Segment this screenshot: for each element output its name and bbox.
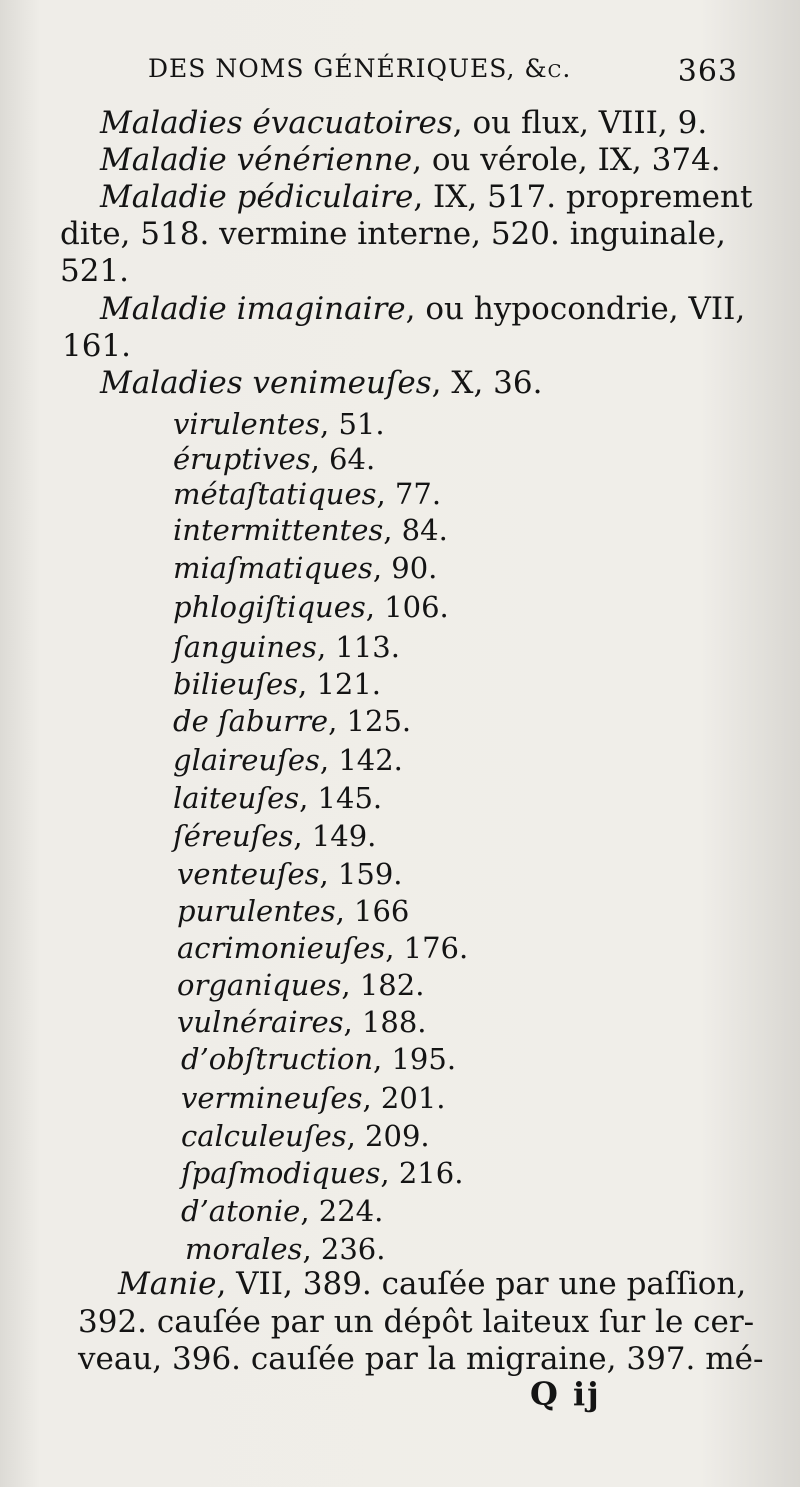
index-subentry: miaſmatiques, 90. bbox=[173, 551, 438, 585]
index-subentry: métaſtatiques, 77. bbox=[173, 477, 442, 511]
index-entry-continuation: 161. bbox=[62, 328, 132, 364]
signature-mark: Q ij bbox=[530, 1375, 601, 1413]
index-subentry: venteuſes, 159. bbox=[177, 857, 403, 891]
index-subentry: purulentes, 166 bbox=[177, 894, 410, 928]
index-subentry: de ſaburre, 125. bbox=[173, 704, 412, 738]
index-subentry: ſéreuſes, 149. bbox=[173, 819, 377, 853]
index-subentry: phlogiſtiques, 106. bbox=[173, 590, 449, 624]
running-header bbox=[148, 54, 738, 94]
index-subentry: organiques, 182. bbox=[177, 968, 425, 1002]
index-entry: Maladies venimeuſes, X, 36. bbox=[100, 365, 543, 401]
index-entry-continuation: dite, 518. vermine interne, 520. inguinale, bbox=[60, 216, 726, 252]
index-subentry: ſpaſmodiques, 216. bbox=[181, 1156, 464, 1190]
index-subentry: vermineuſes, 201. bbox=[181, 1081, 446, 1115]
index-entry: Maladie vénérienne, ou vérole, IX, 374. bbox=[100, 142, 721, 178]
index-subentry: intermittentes, 84. bbox=[173, 513, 448, 547]
index-subentry: laiteuſes, 145. bbox=[173, 781, 383, 815]
index-subentry: d’obſtruction, 195. bbox=[181, 1042, 457, 1076]
index-entry-continuation: 392. cauſée par un dépôt laiteux ſur le cer- bbox=[78, 1304, 755, 1340]
index-entry: Manie, VII, 389. cauſée par une paſſion, bbox=[118, 1266, 747, 1302]
index-subentry: ſanguines, 113. bbox=[173, 630, 400, 664]
index-subentry: d’atonie, 224. bbox=[181, 1194, 384, 1228]
index-subentry: bilieuſes, 121. bbox=[173, 667, 382, 701]
index-entry-continuation: 521. bbox=[60, 253, 130, 289]
index-subentry: glaireuſes, 142. bbox=[173, 743, 403, 777]
index-subentry: calculeuſes, 209. bbox=[181, 1119, 430, 1153]
index-entry: Maladie pédiculaire, IX, 517. proprement bbox=[100, 179, 753, 215]
running-title: DES NOMS GÉNÉRIQUES, &c. bbox=[148, 54, 572, 83]
index-entry: Maladies évacuatoires, ou flux, VIII, 9. bbox=[100, 105, 708, 141]
index-subentry: acrimonieuſes, 176. bbox=[177, 931, 469, 965]
index-subentry: virulentes, 51. bbox=[173, 407, 385, 441]
page-number: 363 bbox=[677, 54, 738, 89]
index-subentry: morales, 236. bbox=[185, 1232, 386, 1266]
index-entry: Maladie imaginaire, ou hypocondrie, VII, bbox=[100, 291, 746, 327]
index-subentry: vulnéraires, 188. bbox=[177, 1005, 427, 1039]
index-subentry: éruptives, 64. bbox=[173, 442, 376, 476]
index-entry-continuation: veau, 396. cauſée par la migraine, 397. mé- bbox=[78, 1341, 764, 1377]
